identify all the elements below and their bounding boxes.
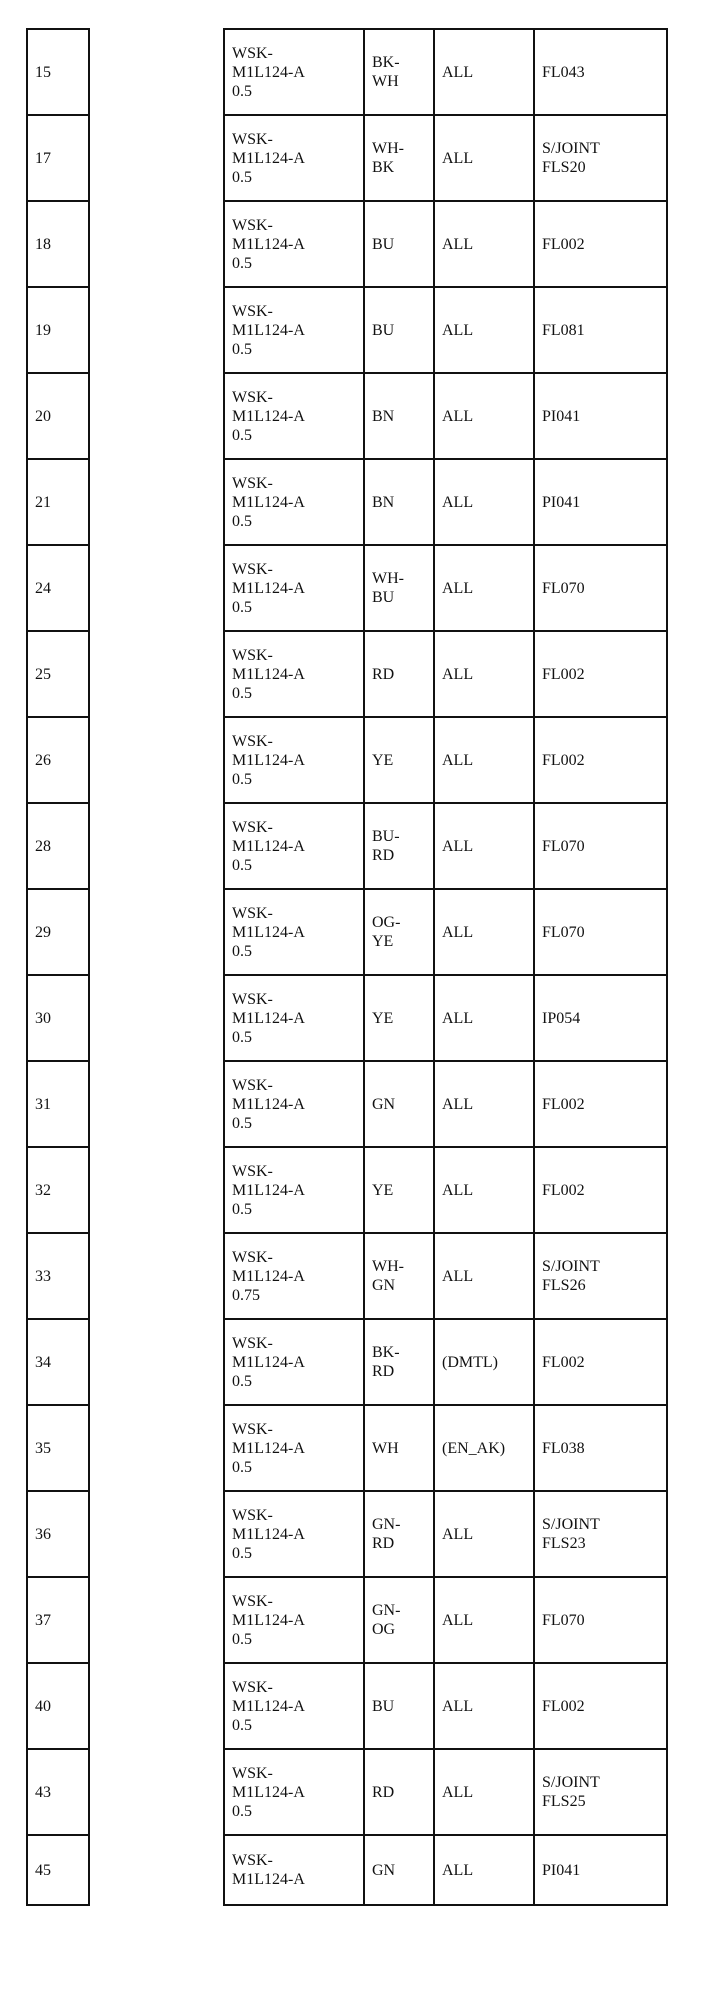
pin-number-text: 36	[35, 1525, 51, 1543]
option-cell	[434, 1663, 534, 1749]
table-row	[27, 1749, 667, 1835]
wire-spec-text: WSK- M1L124-A 0.5	[232, 1334, 305, 1390]
table-row	[27, 1319, 667, 1405]
connection-cell	[534, 1491, 667, 1577]
wire-spec-text: WSK- M1L124-A 0.5	[232, 130, 305, 186]
wire-color-text: BU- RD	[372, 828, 400, 864]
wire-spec-cell	[224, 1663, 364, 1749]
option-text: ALL	[442, 1181, 474, 1199]
pin-number-text: 21	[35, 493, 51, 511]
pin-number-text: 15	[35, 63, 51, 81]
wire-spec-cell	[224, 1147, 364, 1233]
option-text: ALL	[442, 235, 474, 253]
option-cell	[434, 803, 534, 889]
connection-text: PI041	[542, 493, 581, 511]
table-row	[27, 889, 667, 975]
wire-color-cell	[364, 373, 434, 459]
wire-spec-text: WSK- M1L124-A 0.5	[232, 302, 305, 358]
connection-text: FL070	[542, 1611, 585, 1629]
pin-number-text: 28	[35, 837, 51, 855]
wire-spec-text: WSK- M1L124-A 0.5	[232, 216, 305, 272]
connection-cell	[534, 975, 667, 1061]
option-cell	[434, 717, 534, 803]
wiring-table-container	[26, 28, 666, 1906]
table-row	[27, 1577, 667, 1663]
pin-number-cell	[27, 631, 89, 717]
wire-color-cell	[364, 889, 434, 975]
spacer-cell	[89, 1405, 224, 1491]
pin-number-text: 33	[35, 1267, 51, 1285]
wire-color-cell	[364, 1319, 434, 1405]
wire-color-text: RD	[372, 1783, 395, 1801]
pin-number-cell	[27, 459, 89, 545]
connection-cell	[534, 373, 667, 459]
spacer-cell	[89, 545, 224, 631]
wire-spec-cell	[224, 459, 364, 545]
table-row	[27, 459, 667, 545]
option-cell	[434, 1061, 534, 1147]
table-row	[27, 115, 667, 201]
wire-spec-text: WSK- M1L124-A 0.5	[232, 990, 305, 1046]
wire-spec-text: WSK- M1L124-A 0.5	[232, 1764, 305, 1820]
wire-spec-cell	[224, 1835, 364, 1905]
option-cell	[434, 975, 534, 1061]
table-row	[27, 1233, 667, 1319]
connection-cell	[534, 889, 667, 975]
pin-number-cell	[27, 1749, 89, 1835]
wiring-table-body	[27, 29, 667, 1905]
wire-spec-text: WSK- M1L124-A 0.5	[232, 732, 305, 788]
connection-text: FL002	[542, 1353, 585, 1371]
option-text: (EN_AK)	[442, 1439, 506, 1457]
pin-number-text: 32	[35, 1181, 51, 1199]
option-text: ALL	[442, 665, 474, 683]
wire-spec-cell	[224, 115, 364, 201]
pin-number-cell	[27, 545, 89, 631]
wire-color-cell	[364, 545, 434, 631]
connection-text: FL043	[542, 63, 585, 81]
wire-color-cell	[364, 1835, 434, 1905]
wire-color-text: GN	[372, 1861, 396, 1879]
pin-number-cell	[27, 1405, 89, 1491]
wire-spec-cell	[224, 29, 364, 115]
wire-spec-text: WSK- M1L124-A 0.5	[232, 474, 305, 530]
connection-text: FL002	[542, 1181, 585, 1199]
connection-cell	[534, 1233, 667, 1319]
wire-spec-cell	[224, 287, 364, 373]
pin-number-cell	[27, 373, 89, 459]
wire-spec-text: WSK- M1L124-A 0.75	[232, 1248, 305, 1304]
wire-spec-text: WSK- M1L124-A 0.5	[232, 1420, 305, 1476]
option-text: ALL	[442, 321, 474, 339]
table-row	[27, 1147, 667, 1233]
wire-spec-cell	[224, 631, 364, 717]
wire-color-cell	[364, 1491, 434, 1577]
wire-color-text: YE	[372, 751, 394, 769]
spacer-cell	[89, 975, 224, 1061]
pin-number-cell	[27, 115, 89, 201]
connection-cell	[534, 1749, 667, 1835]
table-row	[27, 29, 667, 115]
wire-color-text: BN	[372, 493, 395, 511]
wire-spec-cell	[224, 1491, 364, 1577]
option-cell	[434, 201, 534, 287]
wire-color-cell	[364, 1577, 434, 1663]
wire-spec-text: WSK- M1L124-A 0.5	[232, 904, 305, 960]
option-text: ALL	[442, 1267, 474, 1285]
spacer-cell	[89, 287, 224, 373]
wire-spec-cell	[224, 889, 364, 975]
wire-color-text: BN	[372, 407, 395, 425]
connection-cell	[534, 803, 667, 889]
wire-color-text: GN- OG	[372, 1602, 401, 1638]
wire-color-text: BU	[372, 321, 395, 339]
table-row	[27, 1663, 667, 1749]
pin-number-text: 26	[35, 751, 51, 769]
wire-spec-cell	[224, 545, 364, 631]
table-row	[27, 287, 667, 373]
wire-spec-cell	[224, 1577, 364, 1663]
spacer-cell	[89, 1491, 224, 1577]
spacer-cell	[89, 1663, 224, 1749]
wire-spec-cell	[224, 975, 364, 1061]
connection-cell	[534, 287, 667, 373]
wire-color-cell	[364, 1749, 434, 1835]
pin-number-text: 37	[35, 1611, 51, 1629]
option-cell	[434, 1749, 534, 1835]
connection-text: FL002	[542, 751, 585, 769]
option-text: ALL	[442, 1525, 474, 1543]
pin-number-cell	[27, 1491, 89, 1577]
wire-spec-text: WSK- M1L124-A	[232, 1852, 305, 1888]
wire-spec-text: WSK- M1L124-A 0.5	[232, 1076, 305, 1132]
connection-text: FL070	[542, 837, 585, 855]
pin-number-text: 20	[35, 407, 51, 425]
wire-spec-cell	[224, 1319, 364, 1405]
connection-text: S/JOINT FLS25	[542, 1774, 600, 1810]
pin-number-text: 30	[35, 1009, 51, 1027]
connection-text: FL038	[542, 1439, 585, 1457]
wire-spec-cell	[224, 717, 364, 803]
option-cell	[434, 1233, 534, 1319]
connection-text: FL002	[542, 1095, 585, 1113]
option-cell	[434, 115, 534, 201]
pin-number-text: 17	[35, 149, 51, 167]
connection-text: IP054	[542, 1009, 581, 1027]
connection-cell	[534, 201, 667, 287]
spacer-cell	[89, 1749, 224, 1835]
wire-spec-cell	[224, 201, 364, 287]
pin-number-text: 34	[35, 1353, 51, 1371]
wire-color-text: GN- RD	[372, 1516, 401, 1552]
spacer-cell	[89, 1233, 224, 1319]
wire-color-cell	[364, 29, 434, 115]
connection-cell	[534, 717, 667, 803]
wire-spec-text: WSK- M1L124-A 0.5	[232, 1678, 305, 1734]
option-cell	[434, 1147, 534, 1233]
spacer-cell	[89, 1061, 224, 1147]
connection-text: FL070	[542, 923, 585, 941]
option-cell	[434, 287, 534, 373]
option-text: ALL	[442, 149, 474, 167]
pin-number-text: 19	[35, 321, 51, 339]
wire-color-cell	[364, 1663, 434, 1749]
wire-color-text: BK- RD	[372, 1344, 400, 1380]
connection-cell	[534, 1319, 667, 1405]
connection-cell	[534, 1061, 667, 1147]
connection-text: PI041	[542, 407, 581, 425]
wire-spec-cell	[224, 1405, 364, 1491]
spacer-cell	[89, 459, 224, 545]
wire-color-cell	[364, 1147, 434, 1233]
option-text: ALL	[442, 1861, 474, 1879]
wire-color-cell	[364, 717, 434, 803]
pin-number-text: 35	[35, 1439, 51, 1457]
connection-cell	[534, 1147, 667, 1233]
table-row	[27, 975, 667, 1061]
spacer-cell	[89, 1147, 224, 1233]
connection-text: PI041	[542, 1861, 581, 1879]
spacer-cell	[89, 1319, 224, 1405]
option-cell	[434, 1835, 534, 1905]
option-cell	[434, 545, 534, 631]
table-row	[27, 545, 667, 631]
connection-text: S/JOINT FLS23	[542, 1516, 600, 1552]
option-text: ALL	[442, 1095, 474, 1113]
wire-color-text: BK- WH	[372, 54, 400, 90]
option-cell	[434, 29, 534, 115]
option-cell	[434, 459, 534, 545]
option-text: ALL	[442, 1611, 474, 1629]
option-cell	[434, 1491, 534, 1577]
wire-color-text: YE	[372, 1009, 394, 1027]
option-text: ALL	[442, 751, 474, 769]
wire-color-cell	[364, 631, 434, 717]
wire-color-text: OG- YE	[372, 914, 401, 950]
connection-cell	[534, 631, 667, 717]
wire-color-text: WH- BK	[372, 140, 404, 176]
wiring-table	[26, 28, 668, 1906]
connection-cell	[534, 1835, 667, 1905]
spacer-cell	[89, 889, 224, 975]
pin-number-cell	[27, 1147, 89, 1233]
pin-number-text: 24	[35, 579, 51, 597]
connection-text: S/JOINT FLS20	[542, 140, 600, 176]
connection-text: FL002	[542, 665, 585, 683]
wire-color-text: BU	[372, 1697, 395, 1715]
option-cell	[434, 631, 534, 717]
wire-spec-cell	[224, 1061, 364, 1147]
table-row	[27, 1835, 667, 1905]
wire-color-text: WH- BU	[372, 570, 404, 606]
pin-number-text: 31	[35, 1095, 51, 1113]
pin-number-cell	[27, 287, 89, 373]
connection-cell	[534, 459, 667, 545]
option-cell	[434, 1319, 534, 1405]
connection-text: FL070	[542, 579, 585, 597]
spacer-cell	[89, 115, 224, 201]
wire-color-text: RD	[372, 665, 395, 683]
pin-number-text: 18	[35, 235, 51, 253]
pin-number-cell	[27, 29, 89, 115]
spacer-cell	[89, 201, 224, 287]
wire-spec-text: WSK- M1L124-A 0.5	[232, 1592, 305, 1648]
pin-number-cell	[27, 975, 89, 1061]
wire-color-text: WH	[372, 1439, 399, 1457]
pin-number-cell	[27, 1835, 89, 1905]
table-row	[27, 717, 667, 803]
wire-color-cell	[364, 803, 434, 889]
pin-number-text: 25	[35, 665, 51, 683]
spacer-cell	[89, 803, 224, 889]
spacer-cell	[89, 631, 224, 717]
option-text: ALL	[442, 837, 474, 855]
pin-number-cell	[27, 1577, 89, 1663]
table-row	[27, 1405, 667, 1491]
wire-spec-cell	[224, 1233, 364, 1319]
pin-number-cell	[27, 1663, 89, 1749]
table-row	[27, 1061, 667, 1147]
option-text: ALL	[442, 923, 474, 941]
connection-text: FL002	[542, 235, 585, 253]
wire-spec-text: WSK- M1L124-A 0.5	[232, 44, 305, 100]
pin-number-cell	[27, 717, 89, 803]
pin-number-text: 43	[35, 1783, 51, 1801]
spacer-cell	[89, 29, 224, 115]
connection-cell	[534, 115, 667, 201]
wire-color-text: YE	[372, 1181, 394, 1199]
connection-text: S/JOINT FLS26	[542, 1258, 600, 1294]
connection-cell	[534, 1663, 667, 1749]
option-cell	[434, 1405, 534, 1491]
option-text: ALL	[442, 1783, 474, 1801]
wire-color-text: BU	[372, 235, 395, 253]
connection-text: FL002	[542, 1697, 585, 1715]
table-row	[27, 803, 667, 889]
pin-number-text: 45	[35, 1861, 51, 1879]
option-text: ALL	[442, 63, 474, 81]
pin-number-cell	[27, 1061, 89, 1147]
spacer-cell	[89, 717, 224, 803]
option-cell	[434, 373, 534, 459]
wire-color-text: WH- GN	[372, 1258, 404, 1294]
pin-number-cell	[27, 1233, 89, 1319]
table-row	[27, 1491, 667, 1577]
table-row	[27, 631, 667, 717]
option-text: ALL	[442, 407, 474, 425]
pin-number-cell	[27, 1319, 89, 1405]
option-text: ALL	[442, 493, 474, 511]
connection-text: FL081	[542, 321, 585, 339]
pin-number-cell	[27, 201, 89, 287]
wire-color-cell	[364, 1233, 434, 1319]
spacer-cell	[89, 1835, 224, 1905]
table-row	[27, 373, 667, 459]
table-row	[27, 201, 667, 287]
option-cell	[434, 889, 534, 975]
option-text: ALL	[442, 1009, 474, 1027]
wire-color-cell	[364, 1405, 434, 1491]
wire-color-cell	[364, 287, 434, 373]
wire-spec-cell	[224, 803, 364, 889]
connection-cell	[534, 29, 667, 115]
wire-color-cell	[364, 201, 434, 287]
wire-color-cell	[364, 1061, 434, 1147]
wire-spec-text: WSK- M1L124-A 0.5	[232, 1162, 305, 1218]
connection-cell	[534, 545, 667, 631]
wire-spec-text: WSK- M1L124-A 0.5	[232, 1506, 305, 1562]
spacer-cell	[89, 1577, 224, 1663]
wire-color-text: GN	[372, 1095, 396, 1113]
spacer-cell	[89, 373, 224, 459]
wire-spec-text: WSK- M1L124-A 0.5	[232, 646, 305, 702]
wire-spec-cell	[224, 373, 364, 459]
option-cell	[434, 1577, 534, 1663]
wire-spec-text: WSK- M1L124-A 0.5	[232, 388, 305, 444]
pin-number-text: 40	[35, 1697, 51, 1715]
pin-number-cell	[27, 803, 89, 889]
option-text: ALL	[442, 1697, 474, 1715]
pin-number-cell	[27, 889, 89, 975]
wire-spec-text: WSK- M1L124-A 0.5	[232, 818, 305, 874]
connection-cell	[534, 1405, 667, 1491]
pin-number-text: 29	[35, 923, 51, 941]
wire-color-cell	[364, 115, 434, 201]
option-text: ALL	[442, 579, 474, 597]
wire-color-cell	[364, 975, 434, 1061]
connection-cell	[534, 1577, 667, 1663]
wire-spec-text: WSK- M1L124-A 0.5	[232, 560, 305, 616]
option-text: (DMTL)	[442, 1353, 498, 1371]
wire-spec-cell	[224, 1749, 364, 1835]
wire-color-cell	[364, 459, 434, 545]
